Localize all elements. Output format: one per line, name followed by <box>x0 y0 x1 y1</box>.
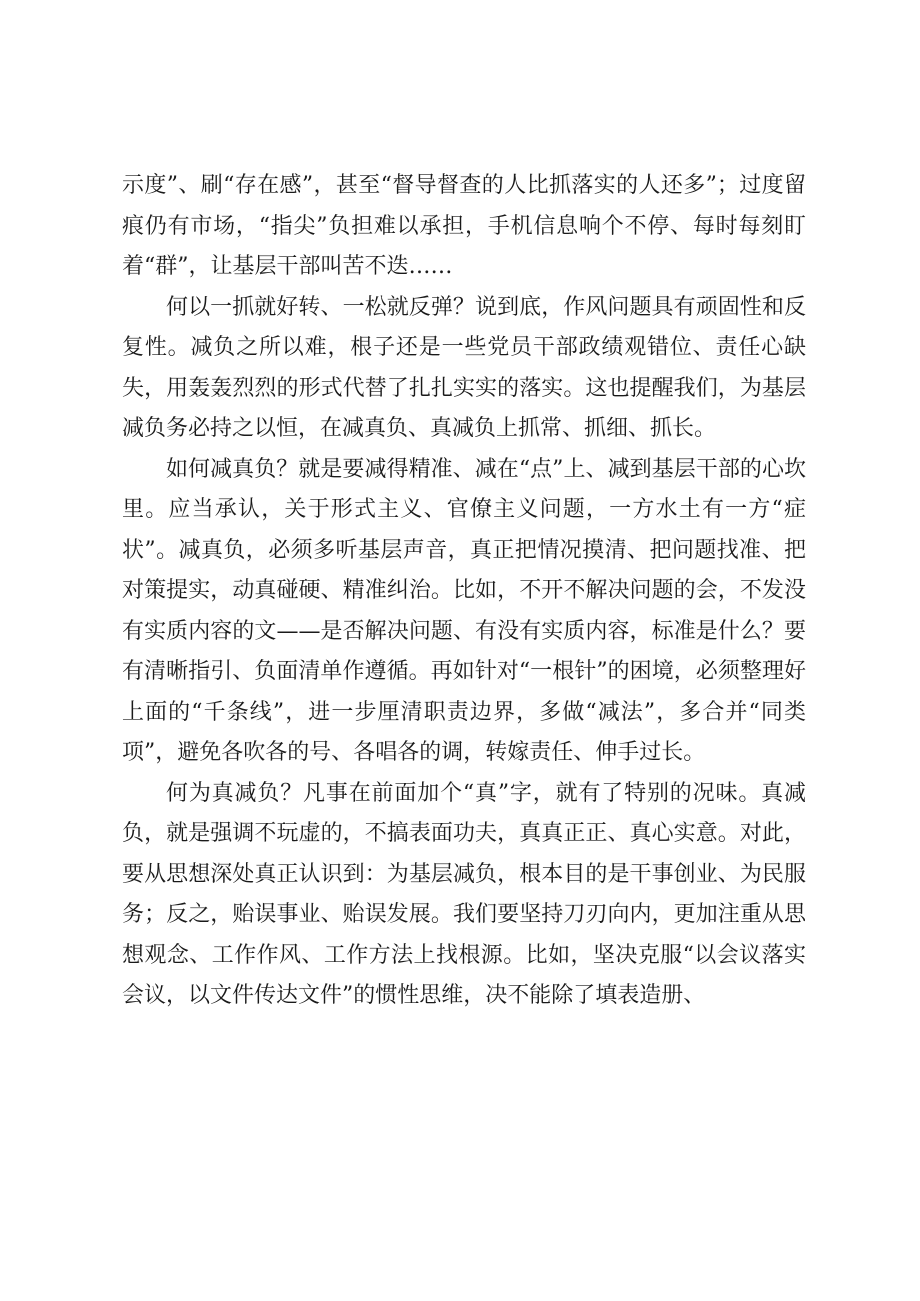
paragraph-continuation: 示度”、刷“存在感”，甚至“督导督查的人比抓落实的人还多”；过度留痕仍有市场，“指尖”负担难以承担，手机信息响个不停、每时每刻盯着“群”，让基层干部叫苦不迭…… <box>122 173 806 279</box>
paragraph-how-reduce-real-burden: 如何减真负？就是要减得精准、减在“点”上、减到基层干部的心坎里。应当承认，关于形式主义、官僚主义问题，一方水土有一方“症状”。减真负，必须多听基层声音，真正把情况摸清、把问题找准、把对策提实，动真碰硬、精准纠治。比如，不开不解决问题的会，不发没有实质内容的文——是否解决问题、有没有实质内容，标准是什么？要有清晰指引、负面清单作遵循。再如针对“一根针”的困境，必须整理好上面的“千条线”，进一步厘清职责边界，多做“减法”，多合并“同类项”，避免各吹各的号、各唱各的调，转嫁责任、伸手过长。 <box>122 456 806 765</box>
paragraph-what-is-real-reduction: 何为真减负？凡事在前面加个“真”字，就有了特别的况味。真减负，就是强调不玩虚的，不搞表面功夫，真真正正、真心实意。对此，要从思想深处真正认识到：为基层减负，根本目的是干事创业、为民服务；反之，贻误事业、贻误发展。我们要坚持刀刃向内，更加注重从思想观念、工作作风、工作方法上找根源。比如，坚决克服“以会议落实会议，以文件传达文件”的惯性思维，决不能除了填表造册、 <box>122 780 806 1008</box>
article-body <box>122 166 806 1017</box>
paragraph-why-rebound: 何以一抓就好转、一松就反弹？说到底，作风问题具有顽固性和反复性。减负之所以难，根子还是一些党员干部政绩观错位、责任心缺失，用轰轰烈烈的形式代替了扎扎实实的落实。这也提醒我们，为基层减负务必持之以恒，在减真负、真减负上抓常、抓细、抓长。 <box>122 294 806 441</box>
